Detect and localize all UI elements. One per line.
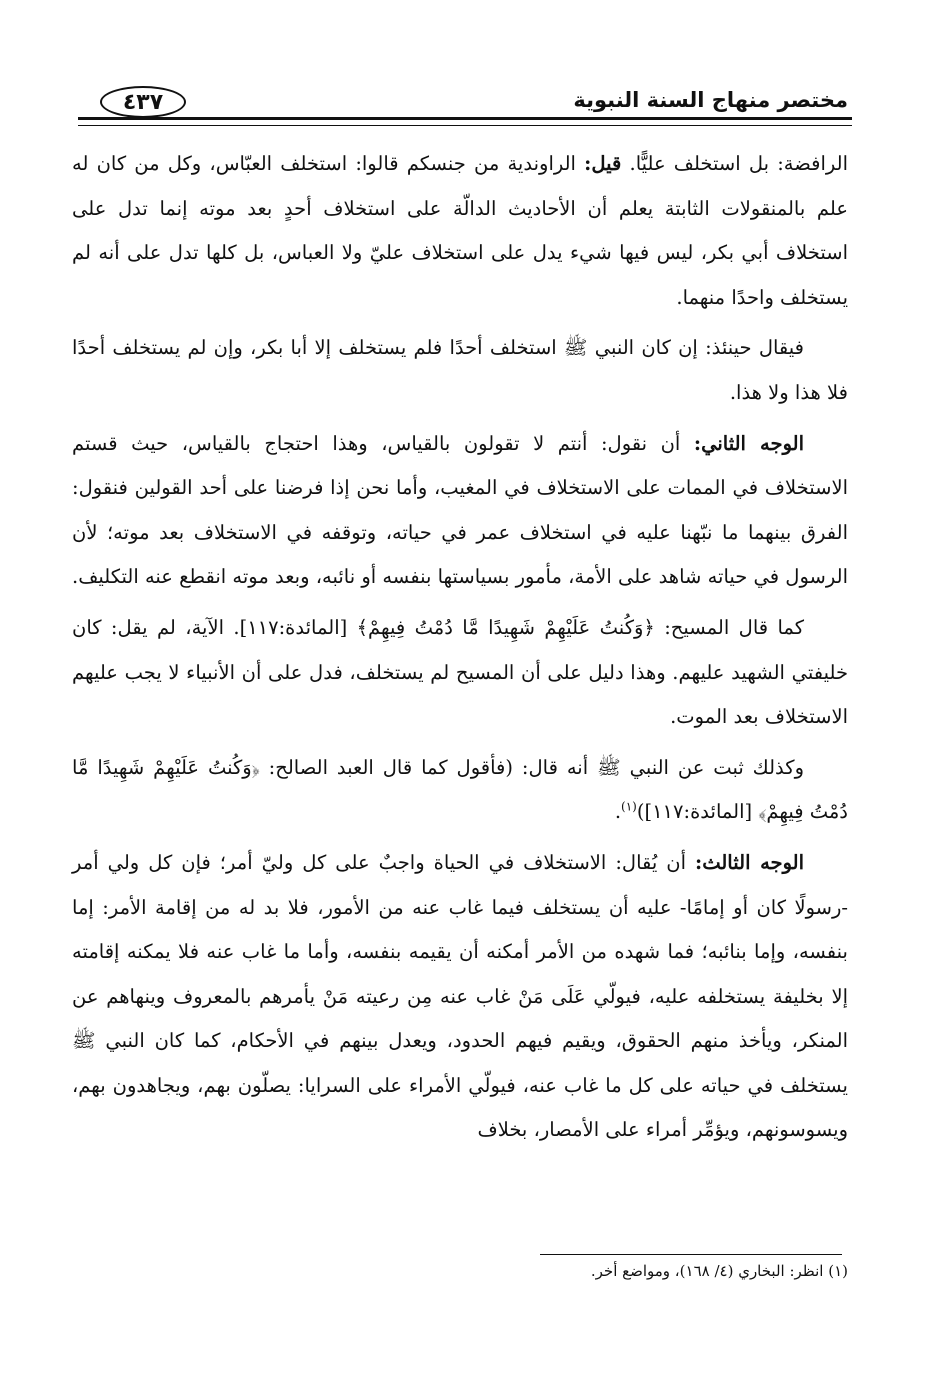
section-heading: قيل: bbox=[584, 152, 622, 175]
section-heading: الوجه الثاني: bbox=[693, 431, 804, 455]
paragraph-text: . bbox=[614, 800, 622, 824]
paragraph bbox=[72, 142, 848, 320]
paragraph-text: أن يُقال: الاستخلاف في الحياة واجبٌ على كل وليّ أمر؛ فإن كل ولي أمر -رسولًا كان أو إمامًا- عليه أن يستخلف فيما غاب عنه من الأمور، فلا بد له من إقامة الأمر: إما بنفسه، وإما بنائبه؛ فما شهده من الأمر أمكنه أن يقيمه بنفسه، وأما ما غاب عنه فلا يمكنه إقامته إلا بخليفة يستخلفه عليه، فيولّي عَلَى مَنْ غاب عنه مِن رعيته مَنْ يأمرهم بالمعروف وينهاهم عن المنكر، ويأخذ منهم الحقوق، ويقيم فيهم الحدود، ويعدل بينهم في الأحكام، كما كان النبي ﷺ يستخلف في حياته على كل ما غاب عنه، فيولّي الأمراء على السرايا: يصلّون بهم، ويجاهدون بهم، ويسوسونهم، ويؤمِّر أمراء على الأمصار، بخلاف bbox=[72, 850, 848, 1142]
paragraph bbox=[72, 326, 848, 415]
page-header bbox=[78, 84, 852, 126]
paragraph bbox=[72, 422, 848, 600]
book-title: مختصر منهاج السنة النبوية bbox=[573, 88, 848, 112]
footnote-divider bbox=[540, 1254, 842, 1255]
main-text bbox=[72, 142, 848, 1159]
paragraph-text: فيقال حينئذ: إن كان النبي ﷺ استخلف أحدًا فلم يستخلف إلا أبا بكر، وإن لم يستخلف أحدًا فلا هذا ولا هذا. bbox=[72, 336, 848, 404]
footnote-ref: (١) bbox=[621, 799, 637, 814]
paragraph-text: كما قال المسيح: ﴿وَكُنتُ عَلَيْهِمْ شَهِيدًا مَّا دُمْتُ فِيهِمْ﴾ [المائدة:١١٧]. الآية، لم يقل: كان خليفتي الشهيد عليهم. وهذا دليل على أن المسيح لم يستخلف، فدل على أن الأنبياء لا يجب عليهم الاستخلاف بعد الموت. bbox=[72, 615, 848, 729]
paragraph bbox=[72, 606, 848, 740]
paragraph-text: الرافضة: بل استخلف عليًّا. bbox=[621, 152, 849, 175]
paragraph bbox=[72, 746, 848, 835]
header-divider bbox=[78, 117, 852, 126]
page-number: ٤٣٧ bbox=[100, 86, 186, 118]
paragraph bbox=[72, 841, 848, 1153]
paragraph-text: أن نقول: أنتم لا تقولون بالقياس، وهذا احتجاج بالقياس، حيث قستم الاستخلاف في الممات على الاستخلاف في المغيب، وأما نحن إذا فرضنا على أحد القولين فنقول: الفرق بينهما ما نبّهنا عليه في استخلاف عمر في حياته، وتوقفه في الاستخلاف بعد موته؛ لأن الرسول في حياته شاهد على الأمة، مأمور بسياستها بنفسه أو نائبه، وبعد موته انقطع عنه التكليف. bbox=[72, 431, 848, 589]
footnote: (١) انظر: البخاري (٤/ ١٦٨)، ومواضع أخر. bbox=[590, 1262, 848, 1280]
paragraph-text: وكذلك ثبت عن النبي ﷺ أنه قال: (فأقول كما قال العبد الصالح: ﴿وَكُنتُ عَلَيْهِمْ شَهِيدًا مَّا دُمْتُ فِيهِمْ﴾ [المائدة:١١٧]) bbox=[72, 755, 848, 824]
paragraph-text: الراوندية من جنسكم قالوا: استخلف العبّاس، وكل من كان له علم بالمنقولات الثابتة يعلم أن الأحاديث الدالّة على استخلاف أحدٍ بعد موته إنما تدل على استخلاف أبي بكر، ليس فيها شيء يدل على استخلاف عليّ ولا العباس، بل كلها تدل على أنه لم يستخلف واحدًا منهما. bbox=[72, 152, 848, 309]
section-heading: الوجه الثالث: bbox=[695, 850, 805, 874]
